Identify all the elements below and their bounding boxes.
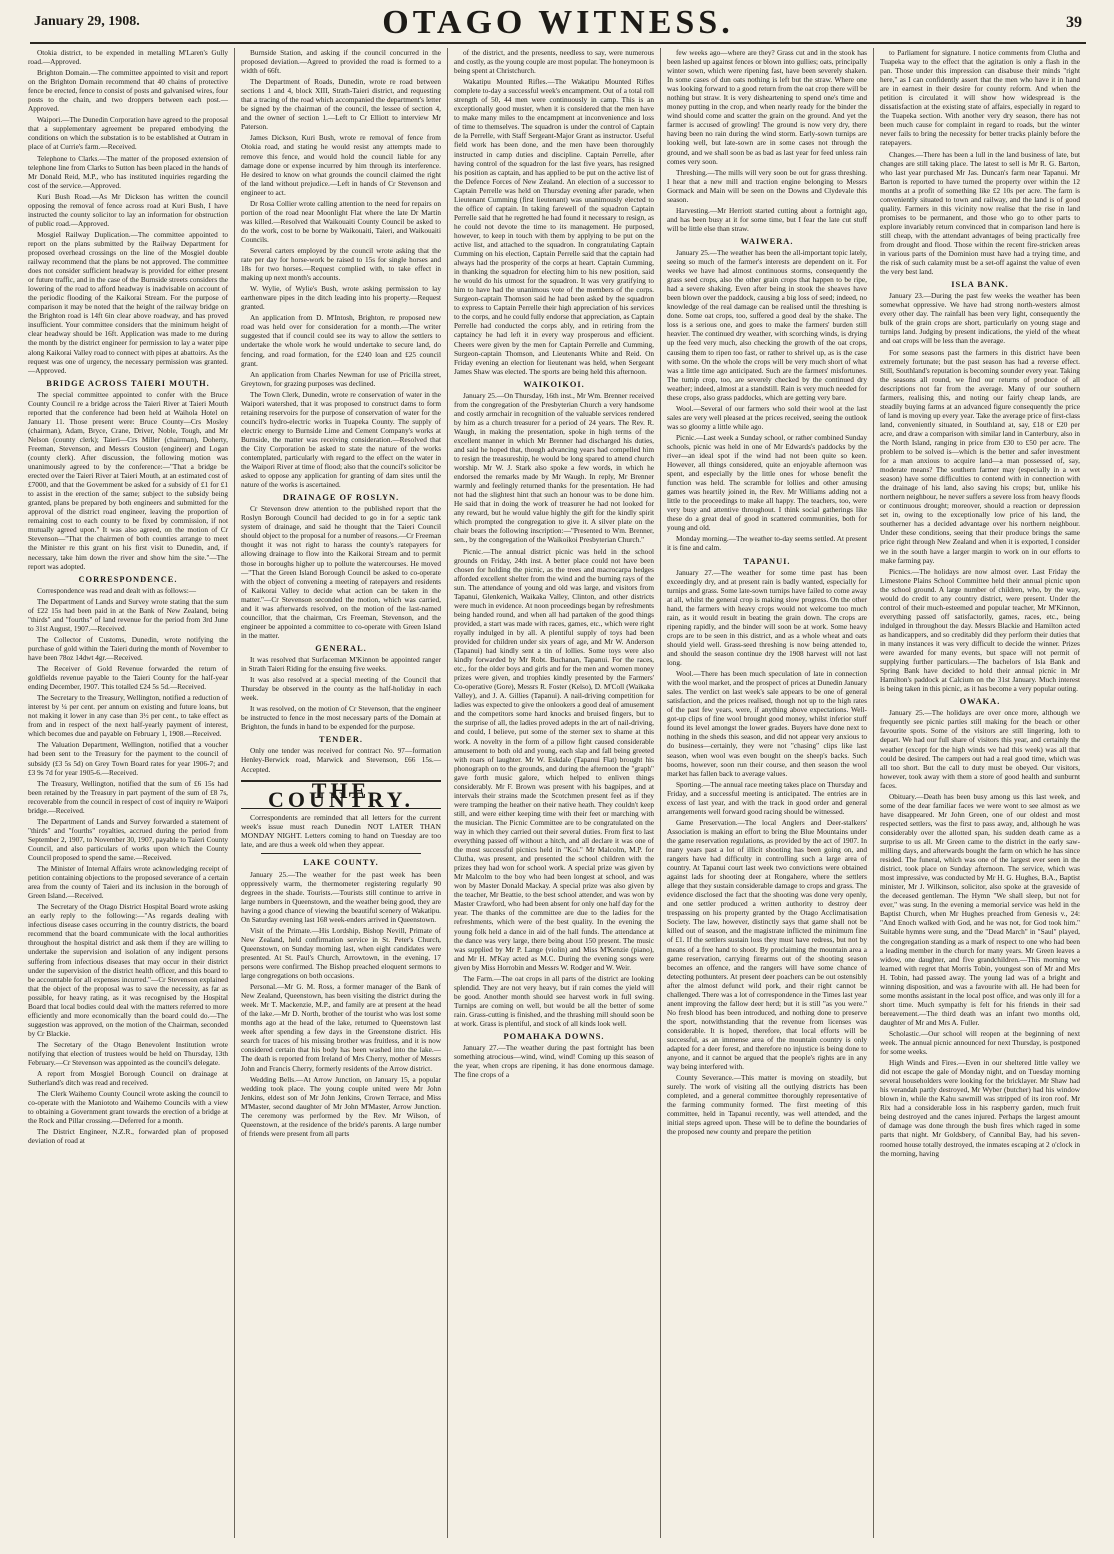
- issue-date: January 29, 1908.: [34, 14, 140, 29]
- paragraph: The District Engineer, N.Z.R., forwarded plan of proposed deviation of road at: [28, 1127, 228, 1146]
- paragraph: Correspondence was read and dealt with as follows:—: [37, 585, 197, 595]
- column-5: [880, 48, 1080, 1540]
- paragraph: to Parliament for signature. I notice comments from Clutha and Tuapeka way to the effect that the agitation is only a flash in the pan. Those under this impression can disabuse their minds "right here," as I can confidently assert that the men who have it in hand are in earnest in their desire for county reform. And when the petition is circulated it will show how widespread is the dissatisfaction at the existing state of affairs, especially in regard to the Tuapeka section. With another very dry season, there has not been much cause for complaint in regard to roads, but the winter never fails to bring the necessity for better tracks plainly before the ratepayers.: [880, 48, 1080, 148]
- paragraph: Visit of the Primate.—His Lordship, Bishop Nevill, Primate of New Zealand, held confirmation service in St. Peter's Church, Queenstown, on Sunday morning last, when eight candidates were presented. At St. Paul's Church, Arrowtown, in the evening, 17 persons were confirmed. The Bishop preached eloquent sermons to large congregations on both occasions.: [241, 925, 441, 981]
- paragraph: The Receiver of Gold Revenue forwarded the return of goldfields revenue payable to the Taieri County for the half-year ending December, 1907. This totalled £24 5s 5d.—Received.: [28, 664, 228, 692]
- paragraph: Scholastic.—Our school will reopen at the beginning of next week. The annual picnic announced for next Thursday, is postponed for some weeks.: [880, 1028, 1080, 1057]
- paragraph: Threshing.—The mills will very soon be out for grass threshing. I hear that a new mill and traction engine belonging to Messrs Gormack and Main will be seen on the Downs and Clydevale this season.: [667, 167, 867, 204]
- section-heading: GENERAL.: [315, 643, 367, 653]
- section-heading: WAIWERA.: [740, 236, 794, 246]
- section-heading: ISLA BANK.: [951, 280, 1009, 290]
- paragraph: January 25.—On Thursday, 16th inst., Mr Wm. Brenner received from the congregation of the Presbyterian Church a very handsome and costly armchair in recognition of the valuable services rendered by him as a church treasurer for a period of 24 years. The Rev. R. Waugh, in making the presentation, spoke in high terms of the excellent manner in which Mr Brenner had discharged his duties, and said he hoped that, though advancing years had compelled him to resign the treasureship, he would be long spared to attend church worship. Mr W. J. Stark also spoke a few words, in which he endorsed the remarks made by Mr Waugh. In reply, Mr Brenner warmly and feelingly returned thanks for the presentation. He had not had the slightest hint that such an honour was to be done him. He said that in doing the work of treasurer he had not looked for any reward, but he would value highly the gift for the kindly spirit which prompted the congregation to give it. A silver plate on the chair bears the following inscription:—"Presented to Wm. Brenner, sen., by the congregation of the Waikoikoi Presbyterian Church.": [454, 390, 654, 545]
- paragraph: The Department of Lands and Survey wrote stating that the sum of £22 15s had been paid in at the Bank of New Zealand, being "thirds" and "fourths" of land revenue for the period from 3rd June to 31st August, 1907.—Received.: [28, 596, 228, 633]
- column-rule: [660, 48, 661, 1538]
- paragraph: The Department of Roads, Dunedin, wrote re road between sections 1 and 4, block XIII, Strath-Taieri district, and requesting that a tracing of the road which accompanied the department's letter be signed by the chairman of the council, the lessee of section 4, and the owner of section 1.—Left to Cr Elliott to interview Mr Paterson.: [241, 77, 441, 132]
- paragraph: It was resolved that Surfaceman M'Kinnon be appointed ranger in Strath Taieri Riding for the ensuing five weeks.: [241, 655, 441, 674]
- paragraph: Otokia district, to be expended in metalling M'Laren's Gully road.—Approved.: [28, 48, 228, 67]
- paragraph: The Department of Lands and Survey forwarded a statement of "thirds" and "fourths" royalties, accrued during the period from September 2, 1907, to November 30, 1907, payable to Taieri County Council, and also particulars of works upon which the County Council proposed to spend the same.—Received.: [28, 816, 228, 862]
- paragraph: January 25.—The weather for the past week has been oppressively warm, the thermometer registering regularly 90 degrees in the shade. Tourists.—Tourists still continue to arrive in large numbers in Queenstown, and the weather being good, they are having a good chance of viewing the beautiful scenery of Wakatipu. On Saturday evening last 168 week-enders arrived in Queenstown.: [241, 869, 441, 924]
- paragraph: Wedding Bells.—At Arrow Junction, on January 15, a popular wedding took place. The young couple united were Mr John Jenkins, eldest son of Mr John Jenkins, Crown Terrace, and Miss M'Master, second daughter of Mr John M'Master, Arrow Junction. The ceremony was performed by the Rev. Mr Wilson, of Queenstown, at the residence of the bride's parents. A large number of friends were present from all parts: [241, 1074, 441, 1138]
- paragraph: The special committee appointed to confer with the Bruce County Council re a bridge across the Taieri River at Taieri Mouth reported that the conference had been held at Waihola Hotel on January 11. Those present were: Bruce County—Crs Mosley (chairman), Adam, Bryce, Crane, Driver, Noble, Tough, and Mr Nelson (county clerk); Taieri—Crs Miller (chairman), Doherty, Freeman, Stevenson, and Messrs Couston (engineer) and Logan (county clerk). After discussion, the following motion was unanimously agreed to by the conference:—"That a bridge be erected over the Taieri River at Taieri Mouth, at an estimated cost of £7000, and that the Government be asked for a subsidy of £1 for £1 to assist in the erection of the same; subject to the subsidy being granted, plans be prepared by both engineers and submitted for the approval of the district road engineer, leaving the proportion of remaining cost to each county to be fixed by commission, if not mutually agreed upon." It was also agreed, on the motion of Cr Stevenson—"That the chairmen of both counties arrange to meet the Minister re this grant on his first visit to Dunedin, and, if necessary, take him down the river and show him the site."—The report was adopted.: [28, 389, 228, 571]
- paragraph: Waipori.—The Dunedin Corporation have agreed to the proposal that a supplementary agreement be prepared embodying the conditions on which the substation is to be established at Outram in place of at Currie's farm.—Received.: [28, 115, 228, 152]
- column-1: [28, 48, 228, 1540]
- paragraph: The Farm.—The oat crops in all parts of the district are looking splendid. They are not very heavy, but if rain comes the yield will be good. Another month should see harvest work in full swing. Turnips are coming on well, but would be all the better of some rain. Grass-cutting is finished, and the thrashing mill should soon be at work. Grass is plentiful, and stock of all kinds look well.: [454, 973, 654, 1028]
- paragraph: The Secretary to the Treasury, Wellington, notified a reduction of interest by ¼ per cent. per annum on existing and future loans, but not making it lower in any case than 3½ per cent., to take effect as from and in respect of the next half-yearly payment of interest, which becomes due and payable on February 1, 1908.—Received.: [28, 693, 228, 739]
- paragraph: A report from Mosgiel Borough Council on drainage at Sutherland's ditch was read and received.: [28, 1069, 228, 1088]
- paragraph: January 25.—The holidays are over once more, although we frequently see picnic parties still making for the beach or other favourite spots. Some of the visitors are still lingering, loth to depart. We had our full share of visitors this year, and certainly the weather (except for the high winds we had this week) was all that could be desired. The campers out had a real good time, which was all too short. But the call to duty must be obeyed. Our visitors, however, took away with them a store of good health and sunburnt faces.: [880, 708, 1080, 790]
- divider: [261, 853, 421, 854]
- section-heading: LAKE COUNTY.: [303, 858, 379, 868]
- column-4: [667, 48, 867, 1540]
- section-heading: TENDER.: [319, 735, 363, 745]
- paragraph: Dr Rosa Collier wrote calling attention to the need for repairs on portion of the road near Moonlight Flat where the late Dr Martin was killed.—Resolved that Waikouaiti County Council be asked to do the work, cost to be borne by Waikouaiti, Taieri, and Waikouaiti Councils.: [241, 198, 441, 244]
- paragraph: Obituary.—Death has been busy among us this last week, and some of the dear familiar faces we were wont to see almost as we have disappeared. Mr John Green, one of our oldest and most respected settlers, was the first to pass away, and, although he was considerably over the allotted span, his sudden death came as a surprise to us all. Mr Green came to the district in the early saw-milling days, and afterwards bought the farm on which he has since resided. The funeral, which was one of the largest ever seen in the district, took place on Sunday afternoon. The service, which was most impressive, was conducted by Mr H. G. Hughes, B.A., Baptist minister, Mr J. Wilkinson, solicitor, also spoke at the graveside of the deceased gentleman. The Hymn "We shall sleep, but not for ever," was sung. In the evening a memorial service was held in the Baptist Church, when Mr Hughes preached from Genesis v., 24: "And Enoch walked with God, and he was not, for God took him." Suitable hymns were sung, and the "Dead March" in "Saul" played, the congregation standing as a mark of respect to one who had been a leading member in the church for many years. Mr Green leaves a widow, one daughter, and five grandchildren.—This morning we learned with regret that Morris Tobin, youngest son of Mr and Mrs H. Tobin, had passed away. The young lad was of a bright and winning disposition, and was a favourite with all. He had been for some months assistant in the local post office, and was only ill for a short time. Much sympathy is felt for his friends in their sad bereavement.—The third death was an infant two months old, daughter of Mr and Mrs A. Fuller.: [880, 791, 1080, 1027]
- paragraph: Changes.—There has been a lull in the land business of late, but changes are still taking place. The latest to sell is Mr R. G. Barton, who last year purchased Mr Jas. Duncan's farm near Tapanui. Mr Barton is reported to have turned the property over within the 12 months at a profit of something like £2 10s per acre. The farm is conveniently situated to town and railway, and the land is of good quality. Farmers in this vicinity now realise that the rise in land promises to be permanent, and those who go to other parts to explore invariably return convinced that in comparison land here is still cheap, with the attendant advantages of being practically free from drought and flood. Those within the recent fire-stricken areas in various parts of the Dominion must have had a trying time, and the risk of such calamity must be a set-off against the value of even the very best land.: [880, 149, 1080, 277]
- column-rule: [873, 48, 874, 1538]
- paragraph: January 23.—During the past few weeks the weather has been somewhat oppressive. We have had strong north-westers almost every other day. The rainfall has been very light, consequently the bulk of the grain crops are short, particularly on young stage and turnips land. Judging by present indications, the yield of the wheat and oat crops will be less than the average.: [880, 291, 1080, 346]
- paragraph: High Winds and Fires.—Even in our sheltered little valley we did not escape the gale of Monday night, and on Tuesday morning several householders were looking for the bricklayer. Mr Shaw had his verandah partly destroyed, Mr Wyber (butcher) had his window blown in, while the Kahu sawmill was stripped of its iron roof. Mr Rix had a considerable loss in his raspberry garden, much fruit being destroyed and the canes injured. Perhaps the largest amount of damage was done through the bush fires which raged in some parts that night. Mr Goldsbery, of Cannibal Bay, had his seven-roomed house totally destroyed, the inmates escaping at 2 o'clock in the morning, having: [880, 1058, 1080, 1158]
- paragraph: Telephone to Clarks.—The matter of the proposed extension of telephone line from Clarks to Sutton has been placed in the hands of Mr Donald Reid, M.P., who has instituted inquiries regarding the cost of the service.—Approved.: [28, 153, 228, 190]
- paragraph: Brighton Domain.—The committee appointed to visit and report on the Brighton Domain recommend that 40 chains of protective fence be erected, fence to consist of posts and galvanised wires, four posts to the chain, and two droppers between each post.—Approved.: [28, 68, 228, 114]
- section-heading: WAIKOIKOI.: [523, 379, 585, 389]
- newspaper-title: OTAGO WITNESS.: [382, 4, 734, 41]
- paragraph: Sporting.—The annual race meeting takes place on Thursday and Friday, and a successful meeting is anticipated. The entries are in excess of last year, and with the track in good order and general arrangements well forward good racing should be witnessed.: [667, 779, 867, 816]
- paragraph: January 27.—The weather for some time past has been exceedingly dry, and at present rain is badly wanted, especially for turnips and grass. Some late-sown turnips have failed to come away at all, whilst the general crop is making slow progress. On the other hand, the farmers with heavy crops would not welcome too much rain, as it would result in beating the grain down. The crops are ripening rapidly, and the binder will soon be at work. Some heavy crops are to be seen in this district, and as a whole wheat and oats should yield well. Grass-seed threshing is now being attended to, and should the season continue dry the 1908 harvest will not last long.: [667, 567, 867, 668]
- paragraph: Picnics.—The holidays are now almost over. Last Friday the Limestone Plains School Committee held their annual picnic upon the school ground. A large number of children, who, by the way, would do credit to any country district, were present. Under the control of their much-esteemed and popular teacher, Mr M'Kinnon, everything passed off satisfactorily, games, races, etc., being indulged in throughout the day. Messrs Blackie and Hamilton acted as handicappers, and so creditably did they perform their duties that in many instances it was very difficult to decide the winner. Prizes were awarded for many events, but space will not permit of supplying further particulars.—The bachelors of Isla Bank and Spring Bank have decided to hold their annual picnic in Mr Hamilton's paddock at Calcium on the 31st January. Much interest is being taken in this picnic, as it has become a very popular outing.: [880, 566, 1080, 694]
- masthead: [30, 4, 1086, 44]
- paragraph: Wool.—Several of our farmers who sold their wool at the last sales are very well pleased at the prices received, seeing the outlook was so gloomy a little while ago.: [667, 403, 867, 431]
- paragraph: Several carters employed by the council wrote asking that the rate per day for horse-work be raised to 15s for single horses and 18s for two horses.—Request complied with, to take effect in making up next month's accounts.: [241, 245, 441, 283]
- paragraph: Burnside Station, and asking if the council concurred in the proposed deviation.—Agreed to provided the road is formed to a width of 66ft.: [241, 48, 441, 76]
- column-rule: [447, 48, 448, 1538]
- paragraph: The Minister of Internal Affairs wrote acknowledging receipt of petition containing objections to the proposed severance of a certain area from the county of Taieri and its inclusion in the borough of Green Island.—Received.: [28, 864, 228, 901]
- paragraph: Cr Stevenson drew attention to the published report that the Roslyn Borough Council had decided to go in for a septic tank system of drainage, and said he thought that the Taieri Council should object to the proposal for a number of reasons.—Cr Freeman thought it was not right to harass the county's ratepayers for allowing drainage to flow into the Kaikorai Stream and to permit those in boroughs higher up to pollute the watercourses. He moved—"That the Green Island Borough Council be asked to co-operate with the object of convening a meeting of ratepayers and residents of Kaikorai Valley to decide what action can be taken in the matter."—Cr Stevenson seconded the motion, which was carried, and it was afterwards resolved, on the motion of the last-named councillor, that the chairman, Crs Freeman, Stevenson, and the engineer be appointed a committee to co-operate with Green Island in the matter.: [241, 504, 441, 640]
- the-country-heading: THE COUNTRY.: [241, 780, 441, 809]
- paragraph: The Treasury, Wellington, notified that the sum of £6 15s had been retained by the Treasury in part payment of the sum of £8 7s, recoverable from the council in respect of cost of inquiry re Waipori bridge.—Received.: [28, 778, 228, 815]
- page-number: 39: [1066, 14, 1082, 31]
- paragraph: An application from D. M'Intosh, Brighton, re proposed new road was held over for consideration for a month.—The writer suggested that if council could see its way to allow the settlers to undertake the whole work he would undertake to secure land, do fencing, and road formation, for the £240 loan and £25 council grant.: [241, 313, 441, 368]
- paragraph: Mosgiel Railway Duplication.—The committee appointed to report on the plans submitted by the Railway Department for proposed overhead crossings on the line of the Mosgiel double railway recommend that the plans be not approved. The committee does not consider sufficient headway is provided for either present or future traffic, and in the case of the Burnside streets considers the lowering of the road to afford headway is inadvisable on account of the periodic flooding of the Kaikorai Stream. For the purpose of comparison it may be noted that the height of the railway bridge on the Brighton road is 14ft 6in clear above roadway, and has proved insufficient. Your committee considers that the minimum height of clear headway should be 16ft. Application was made to me during the month by the district engineer for permission to lay a water pipe along Kaikorai Valley road to connect with pipes at abattoirs. As the request was one of urgency, the necessary permission was granted.—Approved.: [28, 229, 228, 375]
- paragraph: The Secretary of the Otago Benevolent Institution wrote notifying that election of trustees would be held on Thursday, 13th February.—Cr Stevenson was appointed as the council's delegate.: [28, 1039, 228, 1068]
- paragraph: few weeks ago—where are they? Grass cut and in the stook has been lashed up against fences or blown into gullies; oats, principally winter sown, which were ripening fast, have been severely shaken. In some cases of dun oats nothing is left but the straw. Where one was looking forward to a good return from the oat crop there will be nothing but straw. It is very disheartening to spend one's time and money putting in the crop, and when nearly ready for the binder the wind should come and scatter the grain on the ground. And yet the farmer is accused of growling! The ground is now very dry, there having been no rain during the wind storm. Early-sown turnips are looking well, but late-sown are in some cases not through the ground, and we shall soon be as bad as last year for feed unless rain comes very soon.: [667, 48, 867, 166]
- section-heading: DRAINAGE OF ROSLYN.: [282, 493, 400, 503]
- paragraph: The Valuation Department, Wellington, notified that a voucher had been sent to the Treasury for the payment to the council of subsidy (£3 5s 5d) on Grey Town Board rates for year 1906-7; and £3 9s 7d for year 1905-6.—Received.: [28, 740, 228, 777]
- section-heading: BRIDGE ACROSS TAIERI MOUTH.: [46, 378, 210, 388]
- paragraph: County Severance.—This matter is moving on steadily, but surely. The work of visiting all the outlying districts has been completed, and a general committee thoroughly representative of the farming community formed. The first meeting of this committee, held in Tapanui recently, was well attended, and the initial steps agreed upon. These will be to define the boundaries of the proposed new county and prepare the petition: [667, 1073, 867, 1137]
- section-heading: POMAHAKA DOWNS.: [503, 1032, 605, 1042]
- column-2: [241, 48, 441, 1540]
- column-rule: [234, 48, 235, 1538]
- paragraph: The Secretary of the Otago District Hospital Board wrote asking an early reply to the following:—"As regards dealing with infectious disease cases occurring in the country districts, the board recommend that the board communicate with the local authorities throughout the hospital district and ask them if they are willing to undertake the supervision and isolation of any indigent persons suffering from infectious diseases that may occur in their district under the supervision of the district health officer, and this board to be accountable for all expenses incurred."—Cr Stevenson explained that the object of the proposal was to save the necessity, as far as possible, for heavy rating, as it was recognised by the Hospital Board that local bodies could deal with the matters referred to more efficiently and more economically than the board could do.—The suggestion was approved, on the motion of the Chairman, seconded by Cr Blackie.: [28, 902, 228, 1038]
- notice-text: Correspondents are reminded that all letters for the current week's issue must reach Dunedin NOT LATER THAN MONDAY NIGHT. Letters coming to hand on Tuesday are too late, and are thus a week old when they appear.: [241, 812, 441, 850]
- paragraph: Personal.—Mr G. M. Ross, a former manager of the Bank of New Zealand, Queenstown, has been visiting the district during the week. Mr T. Mackenzie, M.P., and family are at present at the head of the lake.—Mr D. North, brother of the tourist who was lost some months ago at the head of the lake, returned to Queenstown last week after spending a few days in the Greenstone district. His search for traces of his missing brother was fruitless, and it is now considered certain that his body has been washed into the lake.—The death is reported from Ireland of Mrs Cherry, mother of Messrs John and Francis Cherry, formerly residents of the Arrow district.: [241, 982, 441, 1073]
- paragraph: James Dickson, Kuri Bush, wrote re removal of fence from Otokia road, and stating he would resist any attempts made to remove this fence, and would hold the council liable for any damage done or expense incurred by him through its interference. He desired to know on what grounds the council claimed the right of the land without prejudice.—Left in hands of Cr Stevenson and engineer to act.: [241, 133, 441, 197]
- paragraph: Kuri Bush Road.—As Mr Dickson has written the council opposing the removal of fence across road at Kuri Bush, I have instructed the county solicitor to lay an information for obstruction of public road.—Approved.: [28, 191, 228, 228]
- paragraph: Wakatipu Mounted Rifles.—The Wakatipu Mounted Rifles complete to-day a successful week's encampment. Out of a total roll strength of 50, 44 men were continuously in camp. This is an exceptionally good muster, when it is considered that the men have to make many miles to the encampment at inconvenience and loss of time to themselves. The squadron is under the control of Captain de la Perrelle, with Staff Sergeant-Major Grant as instructor. Useful field work has been done, and the men have been thoroughly instructed in camp duties and discipline. Captain Perrelle, after having control of the squadron for the last five years, has resigned his position as captain, and has applied to be put on the active list of the Defence Forces of New Zealand. An election of a successor to Captain Perrelle was held on Thursday evening after parade, when Lieutenant Cumming (first lieutenant) was unanimously elected to the office of captain. In taking farewell of the squadron Captain Perrelle said that he regretted he had found it necessary to resign, as he could not devote the time to its management. He purposed, however, to keep in touch with them by applying to be put on the active list, and attached to the squadron. In congratulating Captain Cumming on his election, Captain Perrelle said that the captain had always had the prosperity of the corps at heart. Captain Cumming, in thanking the squadron for electing him to his new position, said he would do his utmost for the squadron. It was very gratifying to him to have had the unanimous vote of the members of the corps. Surgeon-captain Thomson said he had been asked by the squadron to express to Captain Perrelle their high appreciation of his services to the corps, and he could fully endorse that appreciation, as Captain Perrelle had conducted the corps ably, and in retiring from the captaincy he had left it in every way prosperous and efficient. Cheers were given by the men for Captain Perrelle and Cumming, Surgeon-captain Thomson, and Lieutenants White and Reid. On Friday evening an election for lieutenant was held, when Sergeant James Shaw was elected. The sports are being held this afternoon.: [454, 77, 654, 376]
- paragraph: It was resolved, on the motion of Cr Stevenson, that the engineer be instructed to fence in the most necessary parts of the Domain at Brighton, the funds in hand to be expended for the purpose.: [241, 704, 441, 732]
- paragraph: The Town Clerk, Dunedin, wrote re conservation of water in the Waipori watershed, that it was proposed to construct dams to form retaining reservoirs for the purpose of conservation of water for the council's hydro-electric works in Tuapeka County. The supply of electric energy to Burnside Lime and Cement Company's works at Burnside, the matter was receiving consideration.—Resolved that the City Corporation be asked to state the nature of the works contemplated, particularly with regard to the effect on the water in the Waipori River at time of flood; also that the council's solicitor be asked to oppose any application for granting of dam sites until the nature of the works is ascertained.: [241, 389, 441, 490]
- paragraph: W. Wylie, of Wylie's Bush, wrote asking permission to lay earthenware pipes in the ditch leading into his property.—Request granted.: [241, 284, 441, 312]
- paragraph: The Clerk Waihemo County Council wrote asking the council to co-operate with the Maniototo and Waihemo Councils with a view to obtaining a Government grant towards the erection of a bridge at the Rock and Pillar crossing.—Deferred for a month.: [28, 1089, 228, 1126]
- paragraph: For some seasons past the farmers in this district have been extremely fortunate; but the past season has had a reverse effect. Still, Southland's reputation is becoming sounder every year. Taking the seasons all round, we find our returns of produce of all descriptions not far from the average. Many of our southern farmers, realising this, and noting our fairly cheap lands, are steadily buying farms at an advanced figure consequently the price of land is moving up every year. Take the average price of first-class land, conveniently situated, in Southland at, say, £18 or £20 per acre, and draw a comparison with similar land in Canterbury, also in the North Island, ranging in price from £30 to £50 per acre. The problem to be solved is—which is the better and safer investment for a man anxious to acquire land—a man possessed of, say, moderate means? The southern farmer may (especially in a wet season) have some difficulties to contend with in connection with the drainage of his land, also saving his crops; but, unlike his northern neighbour, he never suffers a severe loss from heavy floods or continuous drought; moreover, should a reaction or depression set in, owing to the exceptionally low price of his land, the southerner has a decided advantage over his northern neighbour. Under these conditions, seeing that their produce brings the same price right through New Zealand and when it is exported, I consider we in the south have a larger margin to work on in our efforts to make farming pay.: [880, 347, 1080, 565]
- paragraph: An application from Charles Newman for use of Pricilla street, Greytown, for grazing purposes was declined.: [241, 369, 441, 388]
- paragraph: The Collector of Customs, Dunedin, wrote notifying the purchase of gold within the Taieri during the month of November to have been 78oz 14dwt 4gr.—Received.: [28, 634, 228, 662]
- paragraph: Monday morning.—The weather to-day seems settled. At present it is fine and calm.: [667, 534, 867, 553]
- paragraph: Picnic.—Last week a Sunday school, or rather combined Sunday schools, picnic was held in one of Mr Edwards's paddocks by the river—an ideal spot if the wind had not been quite so keen. However, all things considered, quite an enjoyable afternoon was spent, and especially by the little ones for whose benefit the function was held. The scramble for lollies and other amusing games was heartily joined in, the Rev. Mr Williams adding not a little to the proceedings to make all happy. The teachers, too, were very busy and attentive throughout. I think social gatherings like these do a great deal of good in scattered communities, both for young and old.: [667, 432, 867, 533]
- column-3: [454, 48, 654, 1540]
- paragraph: January 27.—The weather during the past fortnight has been something atrocious—wind, wind, wind! Coming up this season of the year, when crops are ripening, it has done enormous damage. The fine crops of a: [454, 1043, 654, 1080]
- paragraph: Picnic.—The annual district picnic was held in the school grounds on Friday, 24th inst. A better place could not have been chosen for holding the picnic, as the trees and macrocarpa hedges afforded excellent shelter from the wind and the burning rays of the sun. The attendance of young and old was large, and visitors from Tapanui, Glenkenich, Waikaka Valley, Clinton, and other districts were much in evidence. At noon proceedings began by refreshments being handed round, and when all had partaken of the good things provided, a start was made with races, games, etc., which were right royally indulged in by all. A plentiful supply of toys had been provided for children under six years of age, and Mr W. Anderson (Tapanui) had kindly sent a tin of lollies. Some toys were also kindly forwarded by Mr Robt. Buchanan, Tapanui. For the races, etc., for the older boys and girls and for the men and women money prizes were given, and trophies kindly presented by the Farmers' Co-operative (Gore), Messrs R. Foster (Kelso), D. M'Coll (Waikaka Valley), and J. A. Gillies (Tapanui). A nail-driving competition for ladies was expected to give the onlookers a good deal of amusement and the competitors some hard knocks and bruised fingers, but to the surprise of all, the ladies proved adepts in the art of nail-driving, and could, I believe, put some of the sterner sex to shame at this work. A novelty in the form of a pillow fight caused considerable amusement to both old and young, each slap and fall being greeted with roars of laughter. Mr W. Eskdale (Tapanui Flat) brought his phonograph on to the grounds, and during the afternoon the "graph" gave forth music galore, which helped to enliven things considerably. Mr F. Brown was present with his bagpipes, and at intervals their strains made the Scotchmen present feel as if they were tramping the heather on their native heath. They couldn't keep still, and were either keeping time with their feet or marching with the musician. The Picnic Committee are to be congratulated on the way in which they carried out their several duties. From first to last everything passed off without a hitch, and all declare it was one of the most successful picnics held in "Koi." Mr Malcolm, M.P. for Clutha, was present, and presented the school children with the prizes they had won for school work. A special prize was given by Mr Malcolm to the boy who had been longest at school, and was won by Master Donald Mackay. A special prize was also given by the teacher, Mr Beattie, to the best school attender, and was won by Master Crawford, who had been absent for only one half day for the year. The thanks of the committee are due to the ladies for the refreshments, which were of the best quality. In the evening the young folk held a dance in aid of the hall funds. The attendance at the dance was very large, there being about 150 present. The music was supplied by Mr P. Lange (violin) and Miss M'Kenzie (piano), and Mr H. M'Kay acted as M.C. During the evening songs were given by Miss Horrobin and Messrs W. Rodger and W. Weir.: [454, 546, 654, 972]
- paragraph: It was also resolved at a special meeting of the Council that Thursday be observed in the county as the half-holiday in each week.: [241, 675, 441, 703]
- section-heading: CORRESPONDENCE.: [78, 574, 178, 584]
- section-heading: OWAKA.: [959, 697, 1001, 707]
- paragraph: Game Preservation.—The local Anglers and Deer-stalkers' Association is making an effort to bring the Blue Mountains under the game reservation regulations, as provided by the act of 1907. In many years past a lot of illicit shooting has been going on, and rangers have had difficulty in controlling such a large area of country. At Tapanui court last week two convictions were obtained against lads for shooting deer at Rongahere, where the settlers allege that they sustain considerable damage to crops and grass. The evidence disclosed the fact that the shooting was done very openly, and one settler produced a written authority to destroy deer trespassing on his property granted by the Otago Acclimatisation Society. The law, however, distinctly says that game shall not be killed out of season, and the magistrate inflicted the minimum fine of £1. If the settlers sustain loss they must have redress, but not by means of a free hand to shoot. By proclaiming the mountain area a game reservation, carrying firearms out of the shooting season becomes an offence, and the rangers will have some chance of detecting pothunters. At present deer poachers can be out ostensibly after the almost defunct wild pork, and their right cannot be challenged. There was a lot of correspondence in the Times last year anent improving the fallow deer herd; but it is still "as you were." No fresh blood has been introduced, and nothing done to preserve the sport, notwithstanding that the revenue from licenses was considerable. It is hoped, therefore, that local efforts will be successful, as an immense area of the mountain country is only adapted for a deer forest, and therefore no injustice is being done to anyone, and it cannot be argued that the people's rights are in any way being interfered with.: [667, 817, 867, 1072]
- paragraph: Harvesting.—Mr Herriott started cutting about a fortnight ago, and has been busy at it for some time, but I fear the late cut stuff will be little else than straw.: [667, 205, 867, 233]
- paragraph: Only one tender was received for contract No. 97—formation Henley-Berwick road, Marwick and Stevenson, £66 15s.—Accepted.: [241, 746, 441, 774]
- correspondents-notice: [241, 813, 441, 850]
- section-heading: TAPANUI.: [743, 556, 791, 566]
- paragraph: January 25.—The weather has been the all-important topic lately, seeing so much of the farmer's interests are dependent on it. For weeks we have had almost continuous storms, consequently the grass seed crops, also the other grain crops that happen to be ripe, had a severe shaking. Even after being in stook the sheaves have been blown over the paddock, causing a big loss of seed; indeed, no knowledge of the real damage can be realised until the threshing is done. Some oat crops, too, suffered a good deal by the shake. The loss is a serious one, and goes to make the farmers' burden still heavier. The continued dry weather, with scorching winds, is drying up the feed very much, also checking the growth of the oat crops, causing them to ripen too fast, or rather to shrivel up, as is the case with some. On the whole the crops will be very much short of what was a little time ago anticipated. Such are the farmers' misfortunes. The turnip crop, too, are severely checked by the continued dry weather; indeed, almost at a standstill. Rain is very much needed for these crops, also grass paddocks, which are getting very bare.: [667, 247, 867, 402]
- paragraph: of the district, and the presents, needless to say, were numerous and costly, as the young couple are most popular. The honeymoon is being spent at Christchurch.: [454, 48, 654, 76]
- paragraph: Wool.—There has been much speculation of late in connection with the wool market, and the prospect of prices at Dunedin January sales. The verdict on last week's sale appears to be one of general satisfaction, and the prices realised, though not up to the high rates of the past few years, were, if anything above expectations. Well-got-up clips of fine wool brought good money, whilst inferior stuff found its level amongst the lower grades. Buyers have done next to nothing in the sheds this season, and did not appear very anxious to do business—certainly, they were not "chasing" clips like last season, when wool was even bought on the sheep's backs. Such booms, however, soon run their course, and then season the wool market has fallen back to average values.: [667, 669, 867, 778]
